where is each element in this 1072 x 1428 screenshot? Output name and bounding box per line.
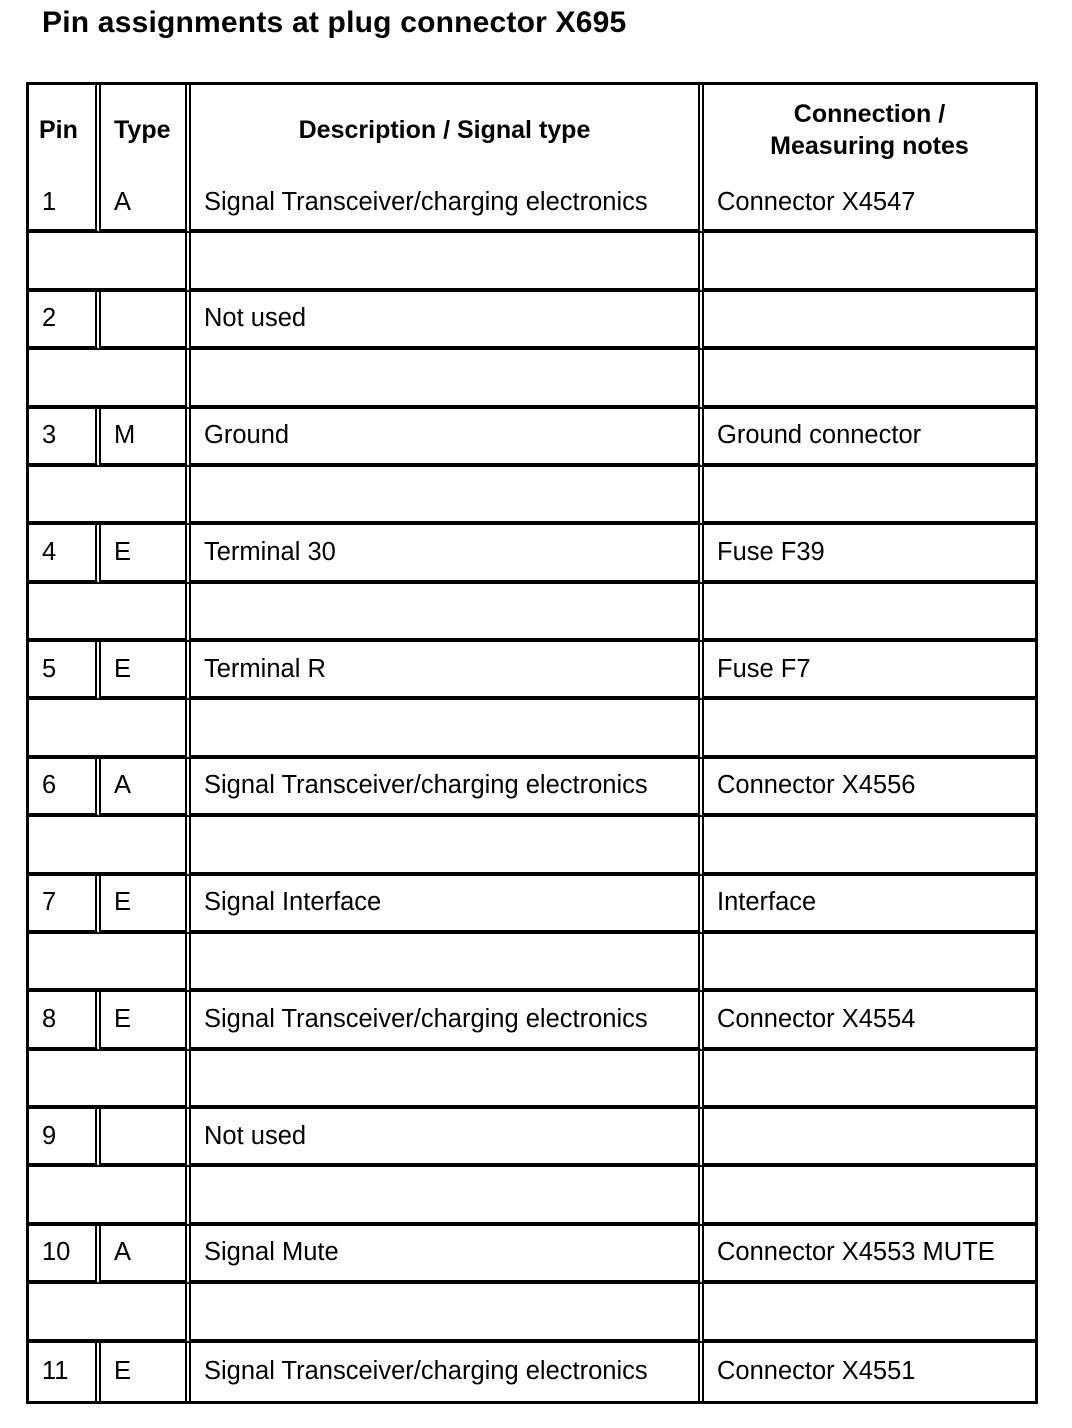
table-row <box>29 759 1035 817</box>
table-row <box>29 525 1035 583</box>
spacer-cell-pin-type <box>29 1167 191 1225</box>
cell-type: E <box>101 876 191 934</box>
table-spacer-row <box>29 584 1035 642</box>
spacer-cell-pin-type <box>29 1051 191 1109</box>
cell-pin: 7 <box>29 876 101 934</box>
spacer-cell-description <box>191 934 704 992</box>
cell-description: Signal Transceiver/charging electronics <box>191 759 704 817</box>
cell-description: Signal Mute <box>191 1226 704 1284</box>
cell-connection: Connector X4547 <box>704 175 1035 233</box>
cell-pin: 8 <box>29 992 101 1050</box>
table-row <box>29 292 1035 350</box>
cell-description: Signal Transceiver/charging electronics <box>191 992 704 1050</box>
cell-pin: 9 <box>29 1109 101 1167</box>
table-row <box>29 1109 1035 1167</box>
table-spacer-row <box>29 934 1035 992</box>
spacer-cell-pin-type <box>29 1284 191 1342</box>
cell-pin: 4 <box>29 525 101 583</box>
cell-description: Signal Transceiver/charging electronics <box>191 1343 704 1402</box>
spacer-cell-connection <box>704 1167 1035 1225</box>
spacer-cell-pin-type <box>29 817 191 875</box>
cell-description: Signal Interface <box>191 876 704 934</box>
cell-description: Signal Transceiver/charging electronics <box>191 175 704 233</box>
cell-type: A <box>101 1226 191 1284</box>
spacer-cell-description <box>191 233 704 291</box>
spacer-cell-pin-type <box>29 467 191 525</box>
cell-type <box>101 292 191 350</box>
spacer-cell-connection <box>704 1051 1035 1109</box>
cell-connection: Fuse F7 <box>704 642 1035 700</box>
table-spacer-row <box>29 1167 1035 1225</box>
cell-type: E <box>101 525 191 583</box>
cell-pin: 11 <box>29 1343 101 1402</box>
spacer-cell-description <box>191 1051 704 1109</box>
table-row <box>29 409 1035 467</box>
cell-description: Not used <box>191 292 704 350</box>
cell-description: Terminal 30 <box>191 525 704 583</box>
cell-description: Terminal R <box>191 642 704 700</box>
cell-connection: Fuse F39 <box>704 525 1035 583</box>
spacer-cell-pin-type <box>29 233 191 291</box>
spacer-cell-description <box>191 1167 704 1225</box>
spacer-cell-connection <box>704 700 1035 758</box>
cell-pin: 3 <box>29 409 101 467</box>
cell-connection: Connector X4551 <box>717 1357 916 1386</box>
spacer-cell-description <box>191 817 704 875</box>
cell-pin: 2 <box>29 292 101 350</box>
cell-type: M <box>101 409 191 467</box>
spacer-cell-pin-type <box>29 584 191 642</box>
table-spacer-row <box>29 1051 1035 1109</box>
table-spacer-row <box>29 350 1035 408</box>
cell-pin: 6 <box>29 759 101 817</box>
spacer-cell-description <box>191 584 704 642</box>
spacer-cell-connection <box>704 934 1035 992</box>
cell-pin: 10 <box>29 1226 101 1284</box>
spacer-cell-pin-type <box>29 700 191 758</box>
cell-connection: Interface <box>704 876 1035 934</box>
spacer-cell-connection <box>704 584 1035 642</box>
cell-connection: Connector X4556 <box>704 759 1035 817</box>
cell-type: E <box>101 642 191 700</box>
table-spacer-row <box>29 467 1035 525</box>
page-title: Pin assignments at plug connector X695 <box>42 6 627 39</box>
cell-type <box>101 1109 191 1167</box>
cell-description: Not used <box>191 1109 704 1167</box>
table-row <box>29 992 1035 1050</box>
cell-pin: 1 <box>29 175 101 233</box>
spacer-cell-pin-type <box>29 934 191 992</box>
column-header-description: Description / Signal type <box>191 85 704 175</box>
spacer-cell-connection <box>704 1284 1035 1342</box>
cell-connection: Ground connector <box>704 409 1035 467</box>
table-spacer-row <box>29 233 1035 291</box>
table-row <box>29 876 1035 934</box>
column-header-connection <box>704 85 1035 175</box>
spacer-cell-description <box>191 1284 704 1342</box>
cell-connection <box>704 1109 1035 1167</box>
cell-connection: Connector X4554 <box>704 992 1035 1050</box>
table-header-row <box>29 85 1035 175</box>
column-header-type: Type <box>101 85 191 175</box>
table-spacer-row <box>29 817 1035 875</box>
cell-description: Ground <box>191 409 704 467</box>
cell-connection: Connector X4553 MUTE <box>704 1226 1035 1284</box>
spacer-cell-description <box>191 350 704 408</box>
spacer-cell-connection <box>704 350 1035 408</box>
column-header-connection-line1: Connection / <box>793 100 946 128</box>
column-header-pin: Pin <box>29 85 101 175</box>
table-row <box>29 175 1035 233</box>
spacer-cell-connection <box>704 467 1035 525</box>
table-row <box>29 1343 1035 1402</box>
spacer-cell-description <box>191 467 704 525</box>
cell-connection <box>704 292 1035 350</box>
cell-type: E <box>101 1343 191 1402</box>
table-body <box>29 175 1035 1401</box>
cell-type: E <box>101 992 191 1050</box>
table-row <box>29 642 1035 700</box>
spacer-cell-connection <box>704 817 1035 875</box>
table-spacer-row <box>29 1284 1035 1342</box>
cell-pin: 5 <box>29 642 101 700</box>
cell-type: A <box>101 175 191 233</box>
column-header-connection-line2: Measuring notes <box>770 132 969 160</box>
spacer-cell-description <box>191 700 704 758</box>
spacer-cell-pin-type <box>29 350 191 408</box>
cell-type: A <box>101 759 191 817</box>
table-row <box>29 1226 1035 1284</box>
table-spacer-row <box>29 700 1035 758</box>
pin-assignment-table <box>26 82 1038 1404</box>
spacer-cell-connection <box>704 233 1035 291</box>
pin-assignment-table-container <box>26 82 1032 1404</box>
